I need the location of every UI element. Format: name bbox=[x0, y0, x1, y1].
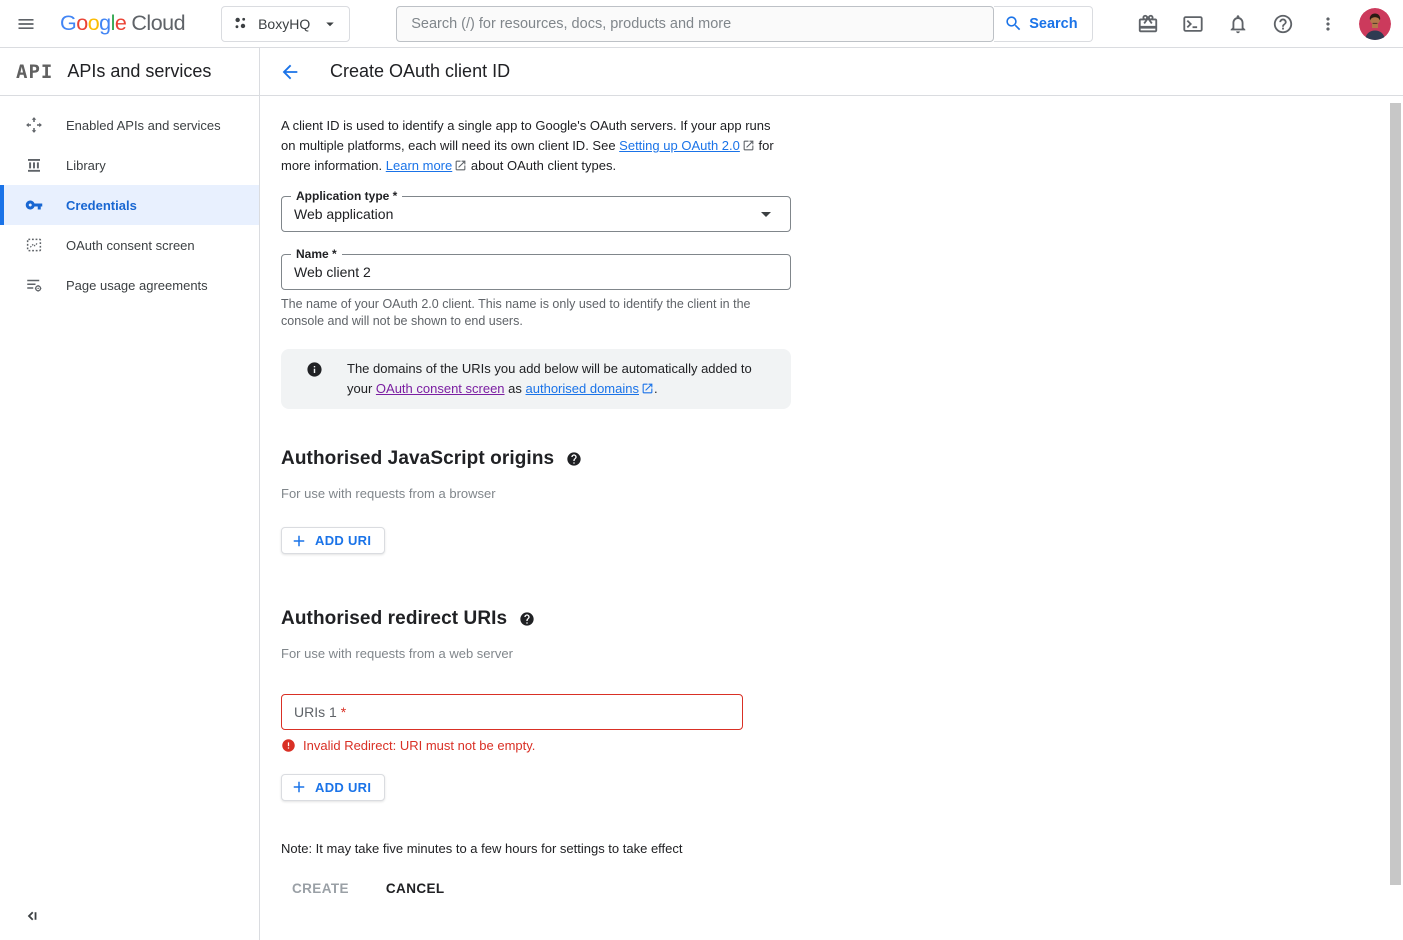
library-icon bbox=[25, 156, 43, 174]
avatar-image bbox=[1359, 8, 1391, 40]
application-type-value: Web application bbox=[294, 206, 394, 222]
page-title: Create OAuth client ID bbox=[330, 61, 511, 81]
service-header bbox=[0, 48, 260, 95]
redirects-heading: Authorised redirect URIs bbox=[281, 607, 508, 629]
settings-note: Note: It may take five minutes to a few hours for settings to take effect bbox=[281, 841, 683, 856]
sidebar-item-label: Enabled APIs and services bbox=[66, 117, 221, 133]
info-text: The domains of the URIs you add below will be automatically added to your bbox=[347, 361, 752, 396]
notifications-icon bbox=[1227, 13, 1249, 35]
origins-help-button[interactable] bbox=[566, 451, 582, 467]
back-arrow-icon bbox=[279, 61, 301, 83]
menu-icon bbox=[16, 14, 36, 34]
page-header bbox=[0, 48, 1403, 96]
logo-suffix: Cloud bbox=[131, 11, 186, 35]
redirects-help-button[interactable] bbox=[519, 611, 535, 627]
collapse-sidebar-button[interactable] bbox=[20, 904, 44, 928]
info-icon bbox=[281, 359, 347, 399]
intro-paragraph bbox=[281, 116, 786, 176]
name-input[interactable] bbox=[294, 264, 778, 280]
plus-icon bbox=[290, 778, 308, 796]
info-text: as bbox=[504, 381, 526, 396]
project-selector[interactable] bbox=[221, 6, 350, 42]
logo-letter: G bbox=[60, 11, 77, 35]
plus-icon bbox=[290, 532, 308, 550]
logo-letter: e bbox=[114, 11, 127, 35]
intro-text: about OAuth client types. bbox=[467, 158, 617, 173]
sidebar-item-credentials[interactable] bbox=[0, 185, 259, 225]
intro-text: A client ID is used to identify a single app to Google's OAuth servers. If your app runs on multiple platforms, each will need its own client ID. See bbox=[281, 118, 771, 153]
link-label: OAuth consent screen bbox=[375, 381, 505, 396]
external-link-icon bbox=[454, 159, 467, 172]
info-text: . bbox=[653, 381, 658, 396]
agreements-icon bbox=[25, 276, 43, 294]
logo-letter: o bbox=[76, 11, 88, 35]
info-banner bbox=[281, 349, 791, 409]
enabled-apis-icon bbox=[25, 116, 43, 134]
application-type-label: Application type * bbox=[291, 189, 402, 203]
name-field bbox=[281, 247, 791, 290]
create-button[interactable]: CREATE bbox=[292, 881, 349, 896]
consent-screen-icon bbox=[25, 236, 43, 254]
sidebar-item-label: Credentials bbox=[66, 197, 137, 213]
redirects-section-header bbox=[281, 608, 1389, 630]
required-asterisk: * bbox=[340, 703, 347, 720]
external-link-icon bbox=[742, 139, 755, 152]
add-uri-label: ADD URI bbox=[315, 533, 372, 548]
application-type-select[interactable] bbox=[281, 189, 791, 232]
api-logo: API bbox=[16, 60, 54, 83]
help-icon bbox=[1272, 13, 1294, 35]
scrollbar-thumb[interactable] bbox=[1390, 103, 1401, 885]
error-icon bbox=[281, 738, 296, 753]
redirect-uri-input[interactable] bbox=[281, 694, 743, 730]
intro-text: for more information. bbox=[281, 138, 774, 173]
uri-field-label: URIs 1 bbox=[294, 703, 337, 720]
sidebar-item-label: Page usage agreements bbox=[66, 277, 208, 293]
sidebar-item-oauth-consent[interactable] bbox=[0, 225, 259, 265]
redirects-subtitle: For use with requests from a web server bbox=[281, 645, 513, 661]
breadcrumb bbox=[260, 48, 510, 95]
more-options-button[interactable] bbox=[1308, 4, 1348, 44]
main-content bbox=[260, 96, 1389, 940]
search-icon bbox=[1004, 14, 1023, 33]
cancel-button[interactable]: CANCEL bbox=[385, 881, 445, 896]
add-origin-uri-button[interactable] bbox=[281, 527, 385, 554]
link-label: authorised domains bbox=[525, 381, 639, 396]
search-button-label: Search bbox=[1029, 15, 1078, 32]
back-button[interactable] bbox=[276, 58, 304, 86]
search-button[interactable] bbox=[994, 6, 1092, 42]
help-button[interactable] bbox=[1263, 4, 1303, 44]
logo-letter: g bbox=[99, 11, 111, 35]
sidebar-item-label: OAuth consent screen bbox=[66, 237, 195, 253]
sidebar-item-enabled-apis[interactable] bbox=[0, 105, 259, 145]
name-label: Name * bbox=[291, 247, 342, 261]
search-box[interactable] bbox=[396, 6, 994, 42]
sidebar bbox=[0, 96, 260, 940]
notifications-button[interactable] bbox=[1218, 4, 1258, 44]
sidebar-item-label: Library bbox=[66, 157, 106, 173]
cloud-shell-button[interactable] bbox=[1173, 4, 1213, 44]
error-text: Invalid Redirect: URI must not be empty. bbox=[303, 737, 536, 753]
link-label: Setting up OAuth 2.0 bbox=[619, 138, 740, 153]
more-vert-icon bbox=[1318, 14, 1338, 34]
origins-heading: Authorised JavaScript origins bbox=[281, 448, 555, 469]
add-redirect-uri-button[interactable] bbox=[281, 774, 385, 801]
external-link-icon bbox=[641, 382, 654, 395]
search-input[interactable] bbox=[411, 16, 979, 32]
top-app-bar bbox=[0, 0, 1403, 48]
collapse-panel-icon bbox=[23, 907, 41, 925]
help-icon bbox=[519, 611, 535, 627]
link-label: Learn more bbox=[385, 158, 453, 173]
service-title: APIs and services bbox=[67, 61, 212, 81]
uri-error-message bbox=[281, 738, 1389, 753]
add-uri-label: ADD URI bbox=[315, 779, 372, 795]
gift-button[interactable] bbox=[1128, 4, 1168, 44]
logo-letter: o bbox=[87, 11, 100, 35]
google-cloud-logo bbox=[60, 11, 185, 36]
learn-more-link[interactable] bbox=[386, 158, 452, 173]
logo-letter: l bbox=[110, 11, 115, 35]
project-icon bbox=[232, 15, 249, 32]
project-name: BoxyHQ bbox=[258, 15, 311, 32]
menu-button[interactable] bbox=[6, 4, 46, 44]
avatar[interactable] bbox=[1359, 8, 1391, 40]
origins-section-header bbox=[281, 448, 1389, 470]
gift-icon bbox=[1137, 13, 1159, 35]
form-actions bbox=[281, 881, 1389, 896]
sidebar-item-page-usage[interactable] bbox=[0, 265, 259, 305]
chevron-down-icon bbox=[321, 15, 339, 33]
name-helper-text: The name of your OAuth 2.0 client. This name is only used to identify the client in the console and will not be shown to end users. bbox=[281, 297, 751, 328]
authorised-domains-link[interactable] bbox=[526, 381, 639, 396]
cloud-shell-icon bbox=[1182, 13, 1204, 35]
origins-subtitle: For use with requests from a browser bbox=[281, 486, 496, 501]
help-icon bbox=[566, 451, 582, 467]
sidebar-item-library[interactable] bbox=[0, 145, 259, 185]
vertical-scrollbar bbox=[1389, 97, 1403, 940]
key-icon bbox=[25, 196, 43, 214]
setting-up-oauth-link[interactable] bbox=[619, 138, 740, 153]
oauth-consent-screen-link[interactable] bbox=[376, 381, 505, 396]
chevron-down-icon bbox=[754, 202, 778, 226]
topbar-icons bbox=[1128, 4, 1391, 44]
info-banner-text bbox=[347, 359, 777, 399]
